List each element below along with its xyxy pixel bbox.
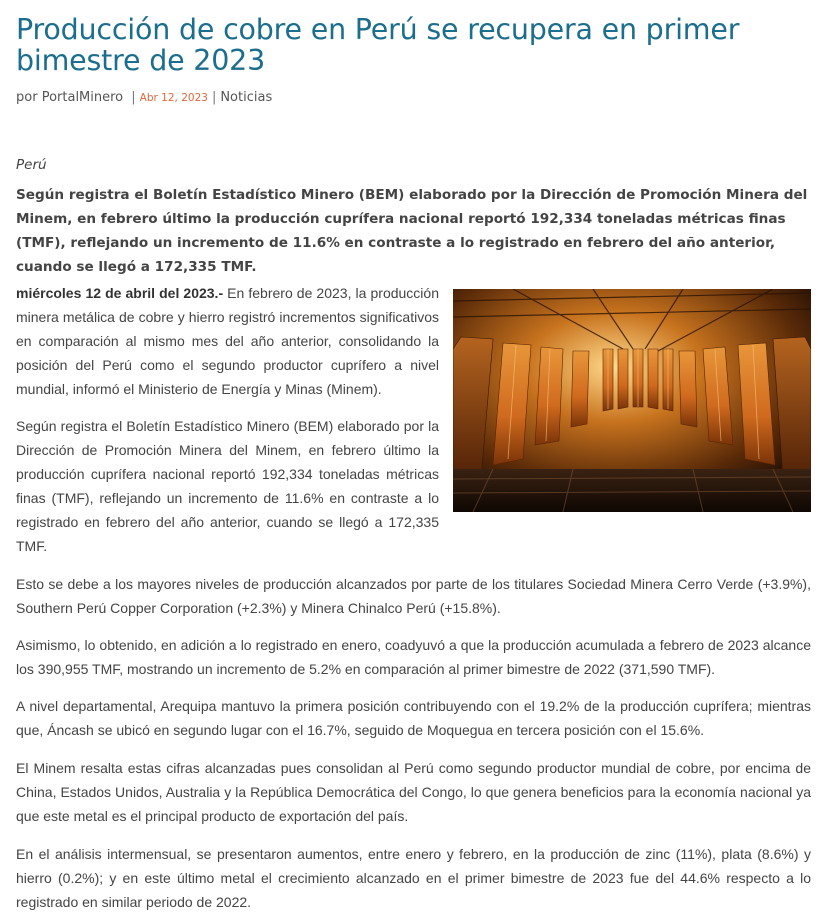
author-link[interactable]: PortalMinero	[41, 90, 124, 105]
article-paragraph: A nivel departamental, Arequipa mantuvo la primera posición contribuyendo con el 19.2% de la producción cuprífera; mientras que, Áncash se ubicó en segundo lugar con el 16.7%, seguido de Moquegua en tercera posición con el 15.6%.	[16, 698, 811, 738]
article-paragraph: Según registra el Boletín Estadístico Minero (BEM) elaborado por la Dirección de Promoción Minera del Minem, en febrero último la producción cuprífera nacional reportó 192,334 toneladas métricas finas (TMF), reflejando un incremento de 11.6% en contraste a lo registrado en febrero del año anterior, cuando se llegó a 172,335 TMF.	[16, 418, 439, 554]
article-paragraph: El Minem resalta estas cifras alcanzadas pues consolidan al Perú como segundo productor mundial de cobre, por encima de China, Estados Unidos, Australia y la República Democrática del Congo, lo que genera beneficios para la economía nacional ya que este metal es el principal producto de exportación del país.	[16, 760, 811, 824]
meta-prefix: por	[16, 90, 38, 105]
article-paragraph: En el análisis intermensual, se presentaron aumentos, entre enero y febrero, en la producción de zinc (11%), plata (8.6%) y hierro (0.2%); y en este último metal el crecimiento alcanzado en el primer bimestre de 2023 fue del 44.6% respecto a lo registrado en similar periodo de 2022.	[16, 846, 811, 910]
copper-cathodes-illustration	[453, 289, 811, 512]
article-location: Perú	[16, 157, 47, 173]
article	[16, 0, 811, 910]
category-link[interactable]: Noticias	[220, 90, 273, 105]
article-paragraph: Esto se debe a los mayores niveles de producción alcanzados por parte de los titulares Sociedad Minera Cerro Verde (+3.9%), Southern Perú Copper Corporation (+2.3%) y Minera Chinalco Perú (+15.8%).	[16, 576, 811, 616]
article-paragraph: Asimismo, lo obtenido, en adición a lo registrado en enero, coadyuvó a que la producción acumulada a febrero de 2023 alcance los 390,955 TMF, mostrando un incremento de 5.2% en comparación al primer bimestre de 2022 (371,590 TMF).	[16, 637, 811, 677]
article-lead: Según registra el Boletín Estadístico Minero (BEM) elaborado por la Dirección de Promoción Minera del Minem, en febrero último la producción cuprífera nacional reportó 192,334 toneladas métricas finas (TMF), reflejando un incremento de 11.6% en contraste a lo registrado en febrero del año anterior, cuando se llegó a 172,335 TMF.	[16, 187, 808, 275]
article-meta	[16, 89, 811, 107]
meta-separator: |	[131, 90, 136, 105]
copper-cathodes-photo	[453, 289, 811, 512]
publish-date: Abr 12, 2023	[139, 92, 208, 104]
paragraph-text: En febrero de 2023, la producción minera metálica de cobre y hierro registró incrementos significativos en comparación al mismo mes del año anterior, consolidando la posición del Perú como el segundo productor cuprífero a nivel mundial, informó el Ministerio de Energía y Minas (Minem).	[16, 285, 439, 397]
article-paragraph	[16, 281, 439, 401]
meta-separator: |	[211, 90, 217, 105]
article-intro-column	[16, 281, 439, 571]
article-dateline: miércoles 12 de abril del 2023.-	[16, 285, 224, 301]
article-title: Producción de cobre en Perú se recupera en primer bimestre de 2023	[16, 13, 740, 77]
